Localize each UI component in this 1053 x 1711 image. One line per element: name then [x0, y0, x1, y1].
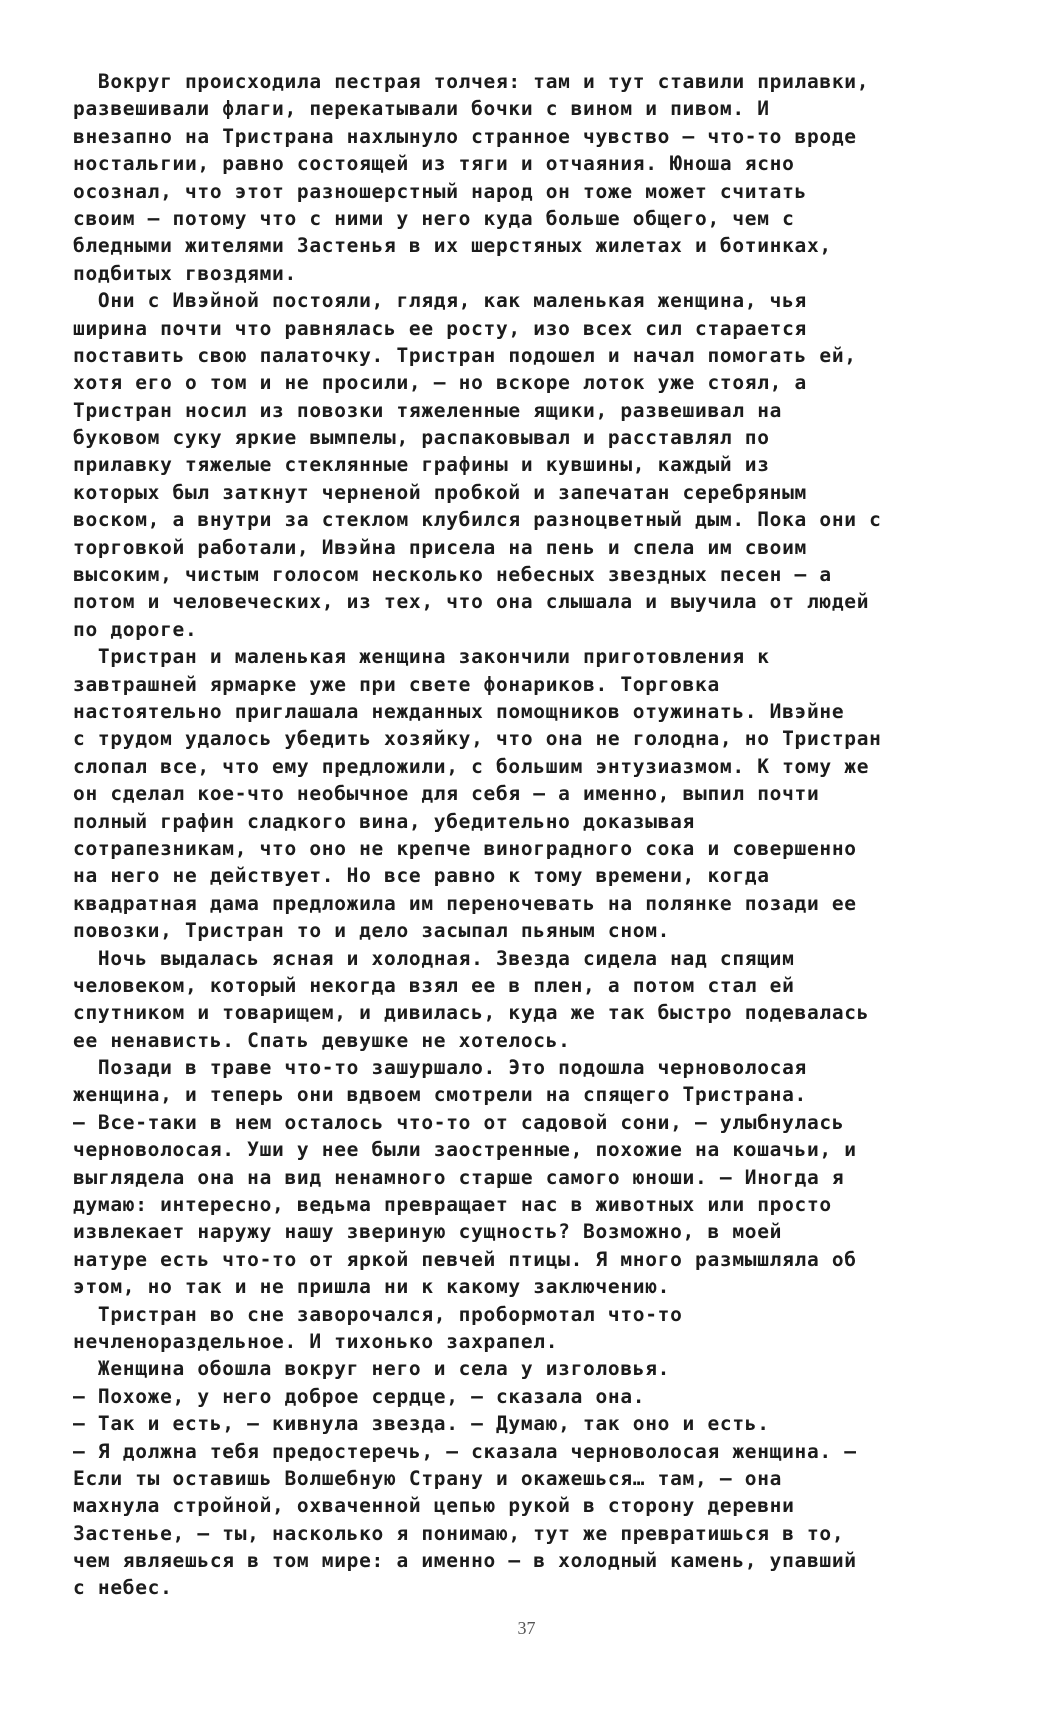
text-line: женщина, и теперь они вдвоем смотрели на спящего Тристрана.	[73, 1083, 807, 1107]
text-line: с трудом удалось убедить хозяйку, что она не голодна, но Тристран	[73, 727, 882, 751]
text-line: Если ты оставишь Волшебную Страну и окажешься… там, — она	[73, 1466, 783, 1490]
text-line: развешивали флаги, перекатывали бочки с вином и пивом. И	[73, 97, 770, 121]
text-line: Они с Ивэйной постояли, глядя, как маленькая женщина, чья	[73, 289, 807, 313]
text-line: с небес.	[73, 1576, 173, 1600]
text-line: ширина почти что равнялась ее росту, изо всех сил старается	[73, 316, 807, 340]
text-line: завтрашней ярмарке уже при свете фонариков. Торговка	[73, 672, 720, 696]
text-line: Застенье, — ты, насколько я понимаю, тут же превратишься в то,	[73, 1521, 845, 1545]
text-line: извлекает наружу нашу звериную сущность? Возможно, в моей	[73, 1220, 783, 1244]
text-line: Женщина обошла вокруг него и села у изголовья.	[73, 1357, 671, 1381]
text-line: Позади в траве что-то зашуршало. Это подошла черноволосая	[73, 1056, 807, 1080]
text-line: чем являешься в том мире: а именно — в холодный камень, упавший	[73, 1549, 857, 1573]
text-line: этом, но так и не пришла ни к какому заключению.	[73, 1275, 671, 1299]
text-line: повозки, Тристран то и дело засыпал пьяным сном.	[73, 919, 671, 943]
text-line: по дороге.	[73, 617, 198, 641]
text-line: внезапно на Тристрана нахлынуло странное чувство — что-то вроде	[73, 124, 857, 148]
text-line: сотрапезникам, что оно не крепче виноградного сока и совершенно	[73, 836, 857, 860]
text-line: спутником и товарищем, и дивилась, куда же так быстро подевалась	[73, 1001, 870, 1025]
text-line: Тристран носил из повозки тяжеленные ящики, развешивал на	[73, 398, 783, 422]
text-line: — Я должна тебя предостеречь, — сказала черноволосая женщина. —	[73, 1439, 857, 1463]
text-line: Вокруг происходила пестрая толчея: там и тут ставили прилавки,	[73, 70, 870, 93]
text-line: бледными жителями Застенья в их шерстяных жилетах и ботинках,	[73, 234, 832, 258]
text-line: подбитых гвоздями.	[73, 261, 297, 285]
text-line: думаю: интересно, ведьма превращает нас в животных или просто	[73, 1193, 832, 1217]
text-line: слопал все, что ему предложили, с большим энтузиазмом. К тому же	[73, 754, 870, 778]
text-line: — Похоже, у него доброе сердце, — сказала она.	[73, 1384, 646, 1408]
text-line: — Все-таки в нем осталось что-то от садовой сони, — улыбнулась	[73, 1110, 845, 1134]
text-line: ностальгии, равно состоящей из тяги и отчаяния. Юноша ясно	[73, 152, 795, 176]
text-line: потом и человеческих, из тех, что она слышала и выучила от людей	[73, 590, 870, 614]
text-line: Ночь выдалась ясная и холодная. Звезда сидела над спящим	[73, 946, 795, 970]
text-line: своим — потому что с ними у него куда больше общего, чем с	[73, 206, 795, 230]
text-line: квадратная дама предложила им переночевать на полянке позади ее	[73, 891, 857, 915]
text-line: черноволосая. Уши у нее были заостренные, похожие на кошачьи, и	[73, 1138, 857, 1162]
text-line: нечленораздельное. И тихонько захрапел.	[73, 1329, 559, 1353]
text-line: буковом суку яркие вымпелы, распаковывал и расставлял по	[73, 426, 770, 450]
text-line: натуре есть что-то от яркой певчей птицы. Я много размышляла об	[73, 1247, 857, 1271]
text-line: ее ненависть. Спать девушке не хотелось.	[73, 1028, 571, 1052]
text-line: Тристран во сне заворочался, пробормотал что-то	[73, 1302, 683, 1326]
text-line: хотя его о том и не просили, — но вскоре лоток уже стоял, а	[73, 371, 807, 395]
text-line: которых был заткнут черненой пробкой и запечатан серебряным	[73, 480, 807, 504]
page-number: 37	[517, 1618, 536, 1638]
text-line: прилавку тяжелые стеклянные графины и кувшины, каждый из	[73, 453, 770, 477]
text-line: осознал, что этот разношерстный народ он тоже может считать	[73, 179, 807, 203]
text-line: выглядела она на вид ненамного старше самого юноши. — Иногда я	[73, 1165, 845, 1189]
text-line: человеком, который некогда взял ее в плен, а потом стал ей	[73, 973, 795, 997]
text-line: Тристран и маленькая женщина закончили приготовления к	[73, 645, 770, 669]
text-line: махнула стройной, охваченной цепью рукой в сторону деревни	[73, 1494, 795, 1518]
text-line: — Так и есть, — кивнула звезда. — Думаю, так оно и есть.	[73, 1412, 770, 1436]
text-line: настоятельно приглашала нежданных помощников отужинать. Ивэйне	[73, 699, 845, 723]
body-text	[73, 68, 998, 1602]
text-line: поставить свою палаточку. Тристран подошел и начал помогать ей,	[73, 343, 857, 367]
text-line: полный графин сладкого вина, убедительно доказывая	[73, 809, 695, 833]
text-line: на него не действует. Но все равно к тому времени, когда	[73, 864, 770, 888]
text-line: воском, а внутри за стеклом клубился разноцветный дым. Пока они с	[73, 508, 882, 532]
text-line: он сделал кое-что необычное для себя — а именно, выпил почти	[73, 782, 820, 806]
text-line: торговкой работали, Ивэйна присела на пень и спела им своим	[73, 535, 807, 559]
text-line: высоким, чистым голосом несколько небесных звездных песен — а	[73, 563, 832, 587]
